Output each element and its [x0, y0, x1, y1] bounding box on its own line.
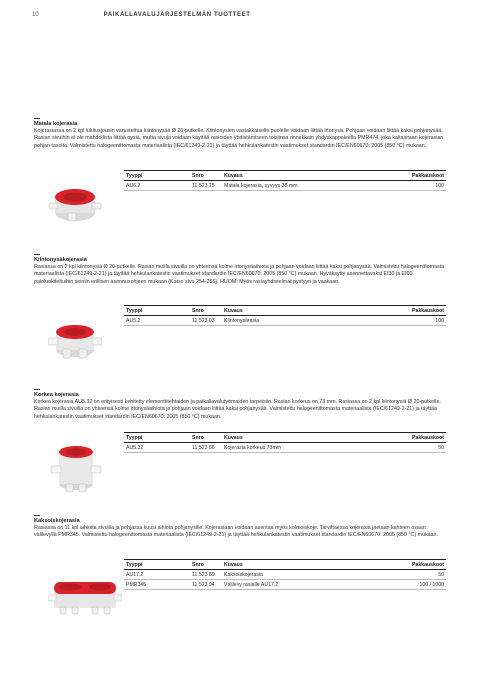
header-type: Tyyppi: [124, 433, 190, 443]
cell-pack: 100 / 1000: [382, 580, 446, 590]
cell-desc: Matala kojerasia, syvyys 38 mm: [222, 181, 382, 191]
cell-code: 11 523 66: [190, 443, 222, 453]
section-title: Kaksoiskojerasia: [34, 518, 80, 524]
table-row: [124, 181, 446, 191]
header-pack: Pakkauskoot: [382, 560, 446, 570]
product-table: [124, 170, 446, 191]
header-pack: Pakkauskoot: [382, 433, 446, 443]
header-pack: Pakkauskoot: [382, 171, 446, 181]
cell-code: 11 523 03: [190, 316, 222, 326]
section-kiintonysakojerasia: [34, 254, 446, 286]
section-dash: [34, 118, 40, 119]
tall-junction-box-icon: [50, 440, 102, 494]
header-code: Snro: [190, 560, 222, 570]
page-title: PAIKALLAVALUJÄRJESTELMÄN TUOTTEET: [103, 12, 251, 18]
section-kaksoiskojerasia: [34, 515, 446, 540]
double-junction-box-icon: [48, 574, 122, 616]
section-korkea-kojerasia: [34, 389, 446, 421]
table-header-row: [124, 433, 446, 443]
header-code: Snro: [190, 171, 222, 181]
cell-type: AU5.2: [124, 316, 190, 326]
section-dash: [34, 389, 40, 390]
cell-desc: Välilevy rasialle AU17.2: [222, 580, 382, 590]
table-row: [124, 443, 446, 453]
section-title: Matala kojerasia: [34, 121, 78, 127]
table-row: [124, 570, 446, 580]
product-table: [124, 559, 446, 590]
section-description: Rasiassa on 2 kpl kiintonysiä Ø 20-putkelle. Rasian muilla sivuilla on yhteensä kolme irtonysäaihiota ja pohjaan voidaan liittää kaksi pohjanysää. Valmistettu halogeenittomasta materiaalista (IEC/61249-2-21) ja täyttää hehkulankatestin vaatimukset standardin IEC/EN60670: 2005 (850 °C) mukaan. Hyväksytty asennettavaksi EI30 ja EI60 paloluokiteltuihin seiniin erillisen asennusohjeen mukaan (Katso sivu 254-255). HUOM! Myös rasiayhdistelmät pystyyn ja vaakaan.: [34, 264, 445, 285]
product-table: [124, 432, 446, 453]
header-desc: Kuvaus: [222, 171, 382, 181]
product-table: [124, 305, 446, 326]
cell-type: AU17.2: [124, 570, 190, 580]
cell-pack: 100: [382, 316, 446, 326]
table-header-row: [124, 171, 446, 181]
cell-code: 11 523 89: [190, 570, 222, 580]
section-title: Kiintonysäkojerasia: [34, 257, 87, 263]
section-description: Korkea kojerasia AU5.32 on erityisesti kehitetty elementtitehtaiden ja paikallavalutyömaiden tarpeisiin. Rasian korkeus on 73 mm. Rasiassa on 2 kpl kiintonysiä Ø 20-putkelle. Rasian muilla sivuilla on yhteensä kolme irtonysäaihiota ja pohjaan voidaan liittää kaksi pohjanysää. Valmistettu halogeenittomasta materiaalista (IEC/61249-2-21) ja täyttää hehkulankatestin vaatimukset standardin IEC/EN60670: 2005 (850 °C) mukaan.: [34, 399, 441, 420]
cell-desc: Kiintonysärasia: [222, 316, 382, 326]
cell-type: PMR345: [124, 580, 190, 590]
cell-desc: Kojerasia korkeus 73mm: [222, 443, 382, 453]
header-type: Tyyppi: [124, 560, 190, 570]
table-header-row: [124, 306, 446, 316]
table-header-row: [124, 560, 446, 570]
cell-code: 11 523 15: [190, 181, 222, 191]
header-desc: Kuvaus: [222, 433, 382, 443]
cell-pack: 50: [382, 443, 446, 453]
header-type: Tyyppi: [124, 306, 190, 316]
fixed-nipple-junction-box-icon: [48, 318, 102, 360]
section-dash: [34, 515, 40, 516]
cell-type: AU5.32: [124, 443, 190, 453]
header-code: Snro: [190, 306, 222, 316]
section-description: Rasiassa on 11 kpl aihioita sivuilla ja pohjassa kuusi aihiota pohjanysille. Kojerasiaan voidaan asentaa myös kolmoiskoje. Tarvittaessa kojerasia jaetaan kahteen osaan välilevyllä PMR345. Valmistettu halogeenittomasta materiaalista (IEC/61249-2-21) ja täyttää hehkulankatestin vaatimukset standardin IEC/EN60670: 2005 (850 °C) mukaan.: [34, 525, 438, 539]
cell-desc: Kaksoiskojerasia: [222, 570, 382, 580]
low-junction-box-icon: [48, 183, 102, 225]
section-title: Korkea kojerasia: [34, 392, 79, 398]
cell-pack: 50: [382, 570, 446, 580]
section-dash: [34, 254, 40, 255]
cell-type: AU6.2: [124, 181, 190, 191]
header-pack: Pakkauskoot: [382, 306, 446, 316]
header-code: Snro: [190, 433, 222, 443]
section-description: Kojerasiassa on 2 kpl lukitusjousin varustettua kiintonysää Ø 20-putkelle. Kiintonysien vastakkaiselle puolelle voidaan liittää irtonysä. Pohjaan voidaan liittää kaksi pohjanysää. Rasian sivuihin ei ole mahdollista liittää nysiä, mutta sivuja voidaan käyttää rasioiden yhdistämiseen toisiinsa rinnakkain yhdyskappaleella PMR474, joka kaltaistaan kojerasian pohjan tasolta. Valmistettu halogeenittomasta materiaalista (IEC/61249-2-21) ja täyttää hehkulankatestin vaatimukset standardin IEC/EN60670: 2005 (850 °C) mukaan.: [34, 128, 444, 149]
page-header: [32, 12, 250, 18]
page-number: 10: [32, 12, 39, 18]
header-desc: Kuvaus: [222, 560, 382, 570]
header-desc: Kuvaus: [222, 306, 382, 316]
table-row: [124, 580, 446, 590]
section-matala-kojerasia: [34, 118, 446, 150]
header-type: Tyyppi: [124, 171, 190, 181]
cell-code: 11 523 94: [190, 580, 222, 590]
table-row: [124, 316, 446, 326]
cell-pack: 100: [382, 181, 446, 191]
